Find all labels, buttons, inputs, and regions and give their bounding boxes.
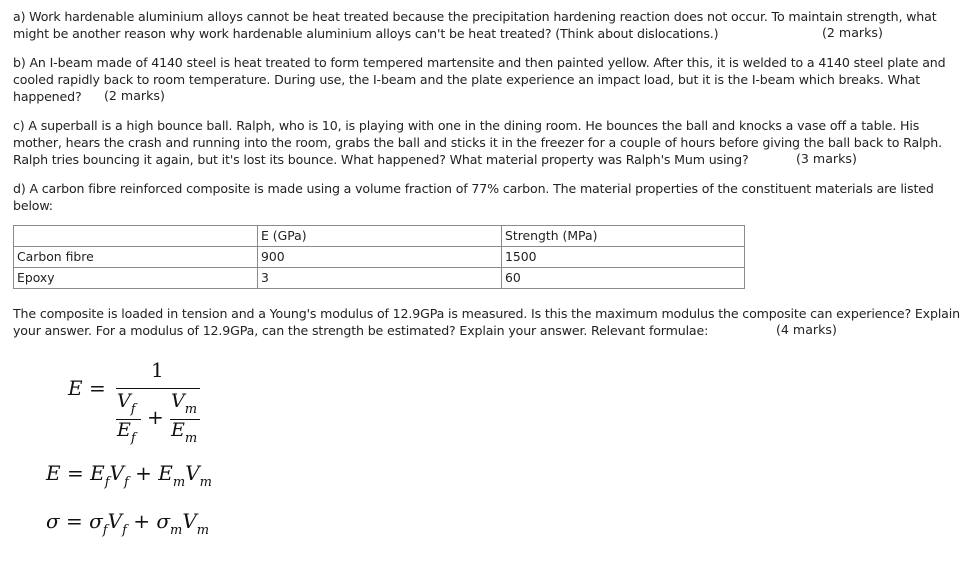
- question-d-followup-text: The composite is loaded in tension and a Young's modulus of 12.9GPa is measured. Is this the maximum modulus the composite can experience? Explain your answer. For a modulus of 12.9GPa, can the strength be estimated? Explain your answer. Relevant formulae:: [13, 306, 960, 338]
- table-header-cell: E (GPa): [258, 226, 502, 247]
- table-header-cell: Strength (MPa): [502, 226, 745, 247]
- formula-1-vm: $V_m$: [171, 390, 198, 417]
- table-header-row: [14, 226, 745, 247]
- question-c-marks: (3 marks): [796, 151, 857, 166]
- table-header-cell: [14, 226, 258, 247]
- formula-rule-of-mixtures-strength: $\sigma = \sigma_fV_f + \sigma_mV_m$: [46, 509, 210, 538]
- question-b-marks: (2 marks): [104, 88, 165, 103]
- formula-1-lhs: E =: [68, 376, 106, 400]
- question-b-text: b) An I-beam made of 4140 steel is heat treated to form tempered martensite and then painted yellow. After this, it is welded to a 4140 steel plate and cooled rapidly back to room temperature. During use, the I-beam and the plate experience an impact load, but it is the I-beam which breaks. What happened?: [13, 55, 946, 104]
- formula-1-em: $E_m$: [171, 419, 198, 446]
- table-row: [14, 268, 745, 289]
- table-cell: 60: [502, 268, 745, 289]
- formula-1-plus: +: [147, 405, 164, 429]
- table-cell: 3: [258, 268, 502, 289]
- formula-1-main-fraction-bar: [116, 388, 200, 389]
- table-cell: 1500: [502, 247, 745, 268]
- formula-1-numerator: 1: [151, 358, 164, 382]
- formula-rule-of-mixtures-modulus: $E = E_fV_f + E_mV_m$: [46, 461, 212, 490]
- table-cell: Epoxy: [14, 268, 258, 289]
- question-c-text: c) A superball is a high bounce ball. Ralph, who is 10, is playing with one in the dining room. He bounces the ball and knocks a vase off a table. His mother, hears the crash and running into the room, grabs the ball and sticks it in the freezer for a couple of hours before giving the ball back to Ralph. Ralph tries bouncing it again, but it's lost its bounce. What happened? What material property was Ralph's Mum using?: [13, 118, 942, 167]
- question-a-text: a) Work hardenable aluminium alloys cannot be heat treated because the precipitation hardening reaction does not occur. To maintain strength, what might be another reason why work hardenable aluminium alloys can't be heat treated? (Think about dislocations.): [13, 9, 937, 41]
- formula-1-vf: $V_f$: [117, 390, 136, 417]
- question-d: [13, 180, 961, 214]
- table-row: [14, 247, 745, 268]
- formula-1-ef: $E_f$: [117, 419, 136, 446]
- material-properties-table: [13, 225, 745, 289]
- question-d-text: d) A carbon fibre reinforced composite is made using a volume fraction of 77% carbon. The material properties of the constituent materials are listed below:: [13, 181, 934, 213]
- table-cell: Carbon fibre: [14, 247, 258, 268]
- table-cell: 900: [258, 247, 502, 268]
- question-a: [13, 8, 961, 42]
- question-a-marks: (2 marks): [822, 25, 883, 40]
- question-d-marks: (4 marks): [776, 322, 837, 337]
